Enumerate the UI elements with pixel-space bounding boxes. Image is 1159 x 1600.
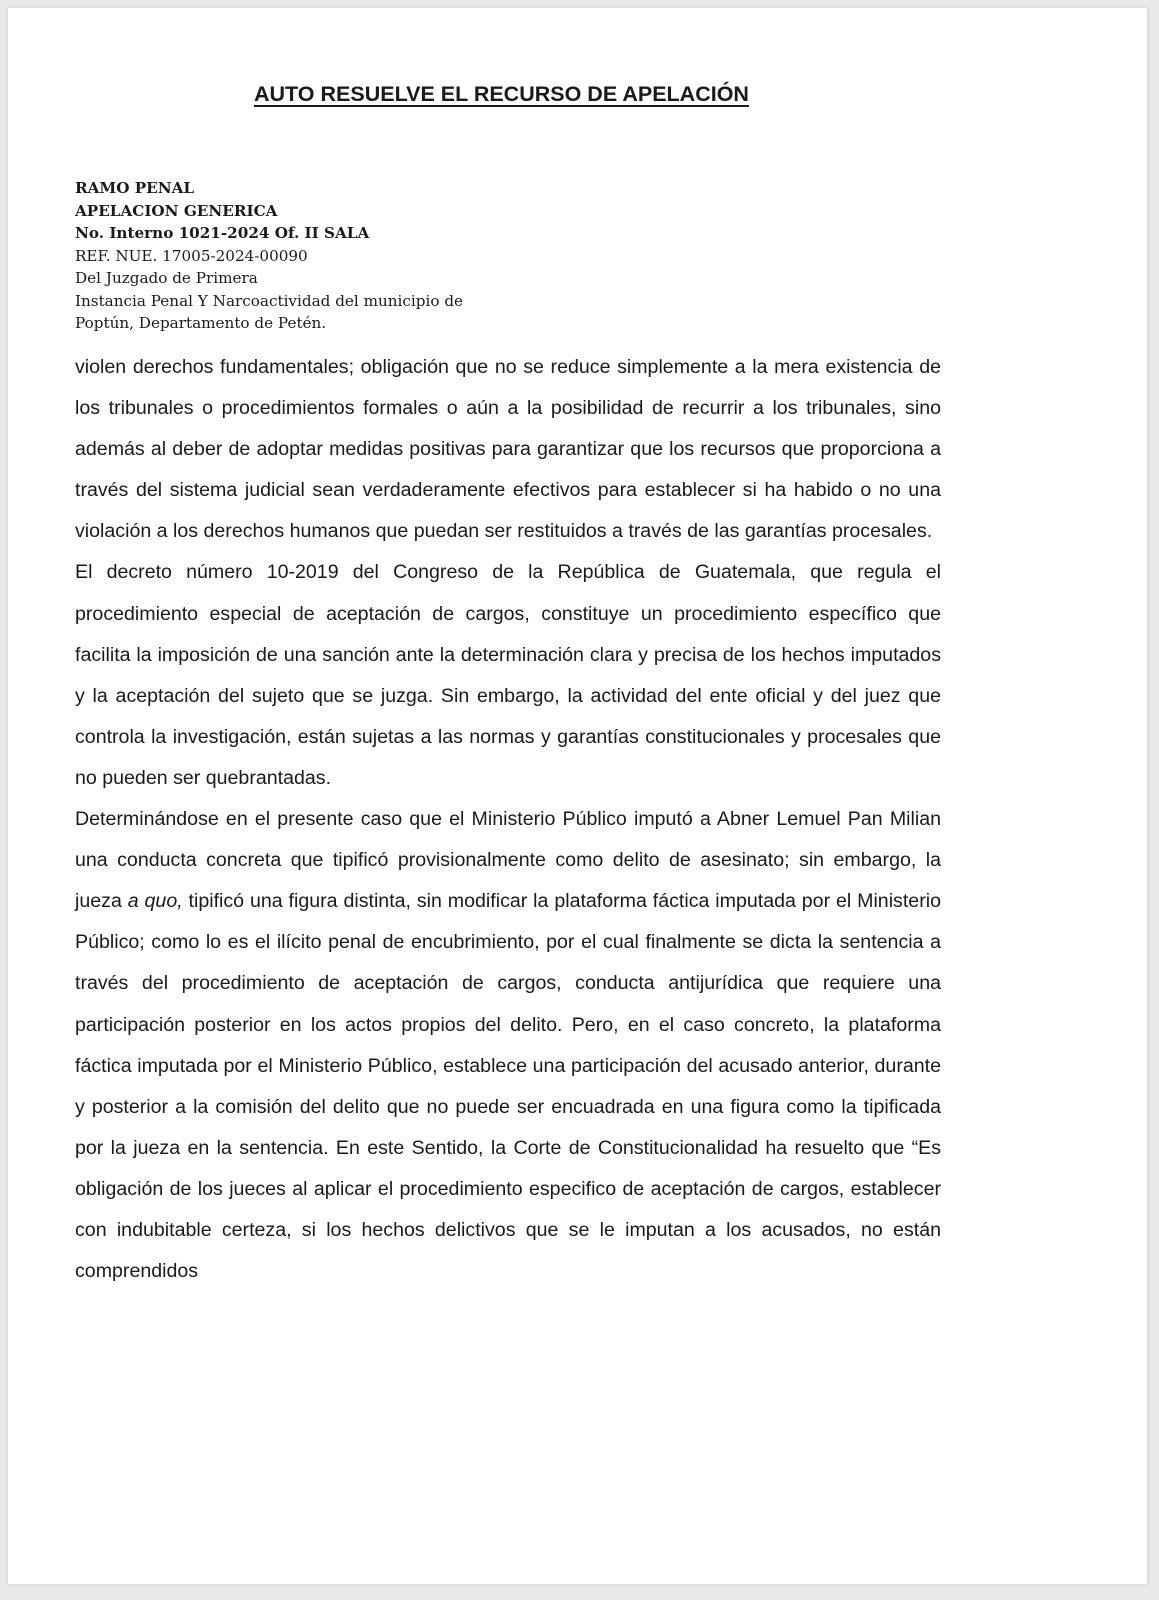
paragraph-3-start: Determinándose en el presente caso que el Ministerio Público imputó a Abner Lemuel Pan Milian una conducta concreta que tipificó provisionalmente como delito de asesinato; sin embargo, la jueza [75,808,941,913]
paragraph-3-end: tipificó una figura distinta, sin modificar la plataforma fáctica imputada por el Ministerio Público; como lo es el ilícito penal de encubrimiento, por el cual finalmente se dicta la sentencia a través del procedimiento de aceptación de cargos, conducta antijurídica que requiere una participación posterior en los actos propios del delito. Pero, en el caso concreto, la plataforma fáctica imputada por el Ministerio Público, establece una participación del acusado anterior, durante y posterior a la comisión del delito que no puede ser encuadrada en una figura como la tipificada por la jueza en la sentencia. En este Sentido, la Corte de Constitucionalidad ha resuelto que “Es obligación de los jueces al aplicar el procedimiento especifico de aceptación de cargos, establecer con indubitable certeza, si los hechos delictivos que se le imputan a los acusados, no están comprendidos [75,890,941,1283]
case-branch: RAMO PENAL [75,179,195,197]
court-origin-line-3: Poptún, Departamento de Petén. [75,314,327,332]
document-page [8,8,1147,1584]
paragraph-1: violen derechos fundamentales; obligación que no se reduce simplemente a la mera existencia de los tribunales o procedimientos formales o aún a la posibilidad de recurrir a los tribunales, sino además al deber de adoptar medidas positivas para garantizar que los recursos que proporciona a través del sistema judicial sean verdaderamente efectivos para establecer si ha habido o no una violación a los derechos humanos que puedan ser restituidos a través de las garantías procesales. [75,356,941,543]
court-origin-line-2: Instancia Penal Y Narcoactividad del municipio de [75,291,464,310]
court-origin-line-1: Del Juzgado de Primera [75,269,258,287]
paragraph-3 [75,799,941,1292]
paragraph-3-italic: a quo, [127,890,183,913]
case-header [75,177,463,335]
case-internal-number: No. Interno 1021-2024 Of. II SALA [75,224,370,242]
paragraph-2: El decreto número 10-2019 del Congreso de la República de Guatemala, que regula el procedimiento especial de aceptación de cargos, constituye un procedimiento específico que facilita la imposición de una sanción ante la determinación clara y precisa de los hechos imputados y la aceptación del sujeto que se juzga. Sin embargo, la actividad del ente oficial y del juez que controla la investigación, están sujetas a las normas y garantías constitucionales y procesales que no pueden ser quebrantadas. [75,561,941,789]
document-body [75,347,941,1292]
case-type: APELACION GENERICA [75,201,278,220]
document-title: AUTO RESUELVE EL RECURSO DE APELACIÓN [254,82,749,106]
case-reference: REF. NUE. 17005-2024-00090 [75,246,308,265]
